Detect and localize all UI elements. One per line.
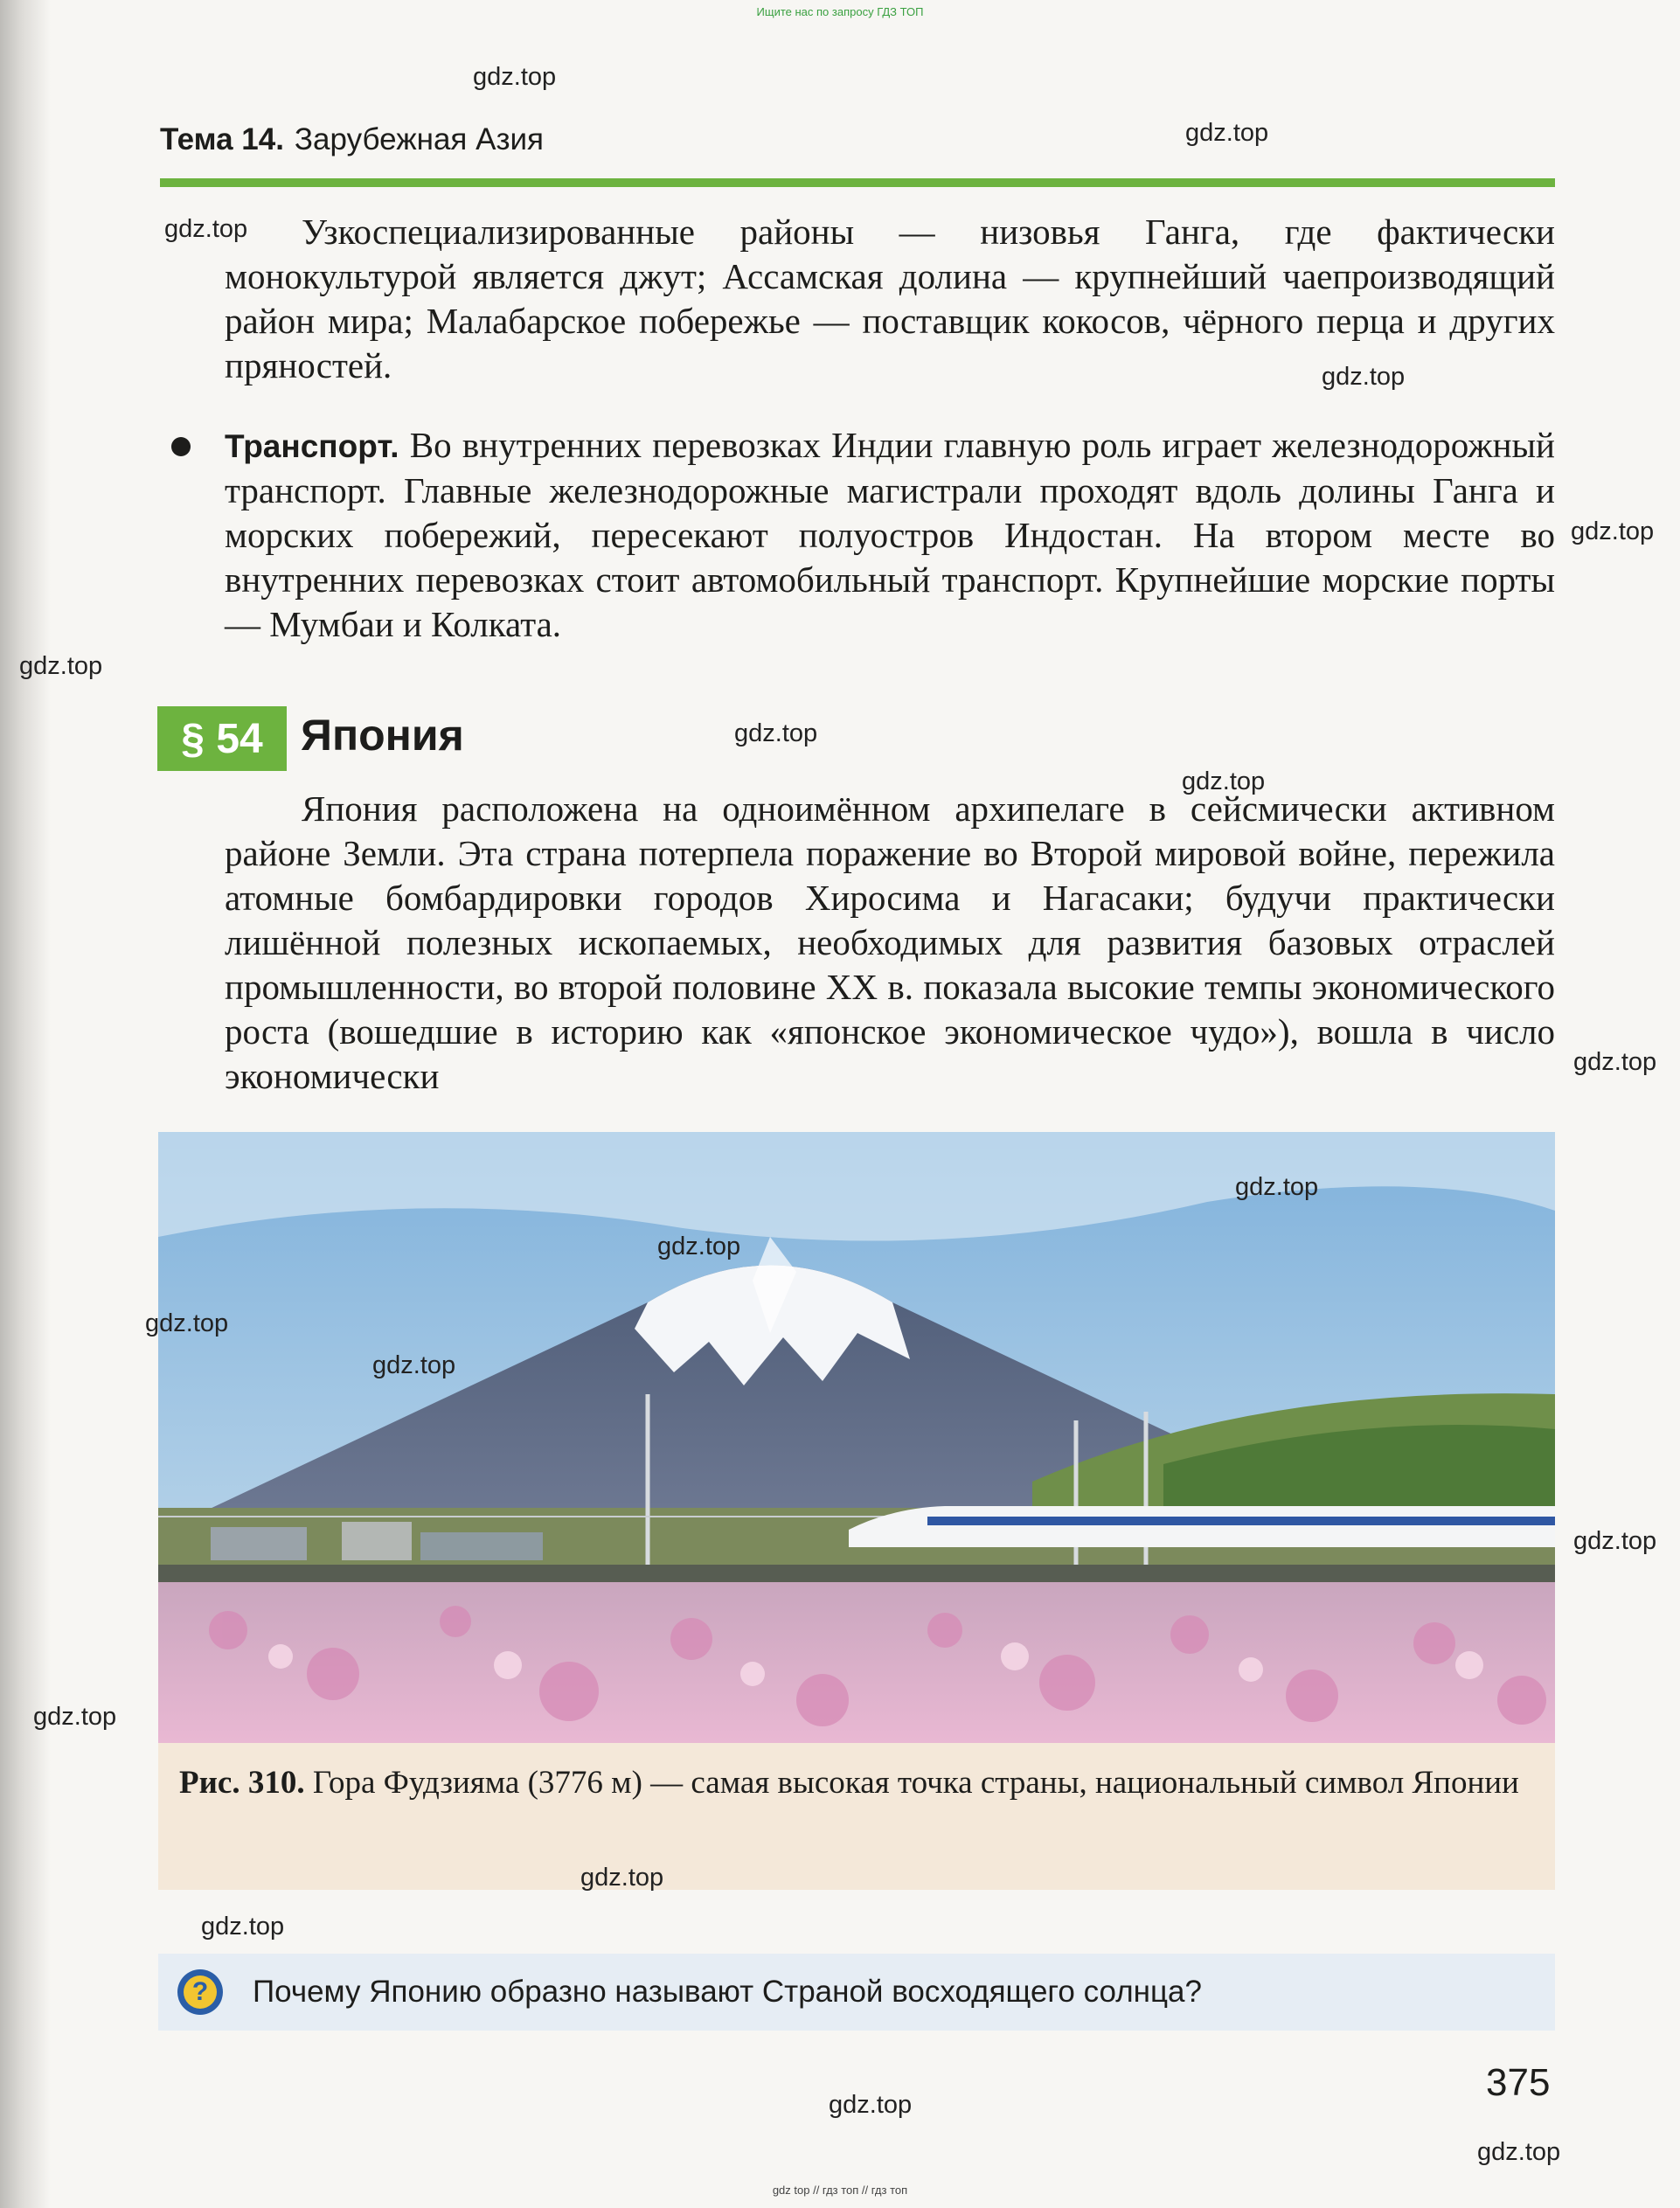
watermark: gdz.top: [19, 652, 103, 680]
page-header: [160, 122, 1555, 187]
paragraph-transport: [225, 423, 1555, 647]
question-box: [158, 1954, 1555, 2031]
watermark: gdz.top: [734, 719, 818, 747]
page-spine-shadow: [0, 0, 51, 2208]
section-title: Япония: [301, 711, 464, 760]
paragraph-specialized-regions: Узкоспециализированные районы — низовья Ганга, где фактически монокультурой является джут; Ассамская долина — крупнейший чаепроизводящий район мира; Малабарское побережье — поставщик кокосов, чёрного перца и других пряностей.: [225, 212, 1555, 385]
watermark: gdz.top: [1573, 1048, 1657, 1076]
section-number-badge: § 54: [157, 706, 287, 771]
watermark: gdz.top: [1182, 767, 1266, 795]
question-text: Почему Японию образно называют Страной восходящего солнца?: [253, 1975, 1202, 2009]
topic-name: Зарубежная Азия: [294, 122, 544, 156]
bullet-icon: [171, 437, 191, 456]
watermark: gdz.top: [1235, 1173, 1319, 1201]
top-banner: Ищите нас по запросу ГДЗ ТОП: [756, 5, 924, 18]
watermark: gdz.top: [657, 1232, 741, 1260]
figure-label: Рис. 310.: [179, 1765, 305, 1801]
watermark: gdz.top: [372, 1351, 456, 1379]
watermark: gdz.top: [829, 2091, 913, 2119]
figure-photo-mount-fuji: [158, 1132, 1555, 1743]
watermark: gdz.top: [1573, 1527, 1657, 1555]
figure-caption: [158, 1743, 1555, 1890]
question-mark-icon: ?: [177, 1969, 223, 2015]
watermark: gdz.top: [201, 1913, 285, 1941]
watermark: gdz.top: [1185, 119, 1269, 147]
watermark: gdz.top: [473, 63, 557, 91]
watermark: gdz.top: [1571, 517, 1655, 545]
page-number: 375: [1486, 2061, 1551, 2104]
watermark: gdz.top: [580, 1864, 664, 1892]
watermark: gdz.top: [164, 215, 248, 243]
transport-text: Во внутренних перевозках Индии главную роль играет железнодорожный транспорт. Главные железнодорожные магистрали проходят вдоль долины Ганга и морских побережий, пересекают полуостров Индостан. На втором месте во внутренних перевозках стоит автомобильный транспорт. Крупнейшие морские порты — Мумбаи и Колката.: [225, 425, 1556, 644]
paragraph-japan-intro: Япония расположена на одноимённом архипелаге в сейсмически активном районе Земли. Эта страна потерпела поражение во Второй мировой войне, пережила атомные бомбардировки городов Хиросима и Нагасаки; будучи практически лишённой полезных ископаемых, необходимых для развития базовых отраслей промышленности, во второй половине XX в. показала высокие темпы экономического роста (вошедшие в историю как «японское экономическое чудо»), вошла в число экономически: [225, 788, 1555, 1096]
watermark: gdz.top: [1477, 2138, 1561, 2166]
figure-caption-text: Гора Фудзияма (3776 м) — самая высокая точка страны, национальный символ Японии: [312, 1765, 1519, 1801]
transport-lead: Транспорт.: [225, 428, 399, 464]
topic-number: Тема 14.: [160, 122, 284, 156]
watermark: gdz.top: [33, 1703, 117, 1731]
mount-fuji-illustration: [158, 1132, 1555, 1743]
watermark: gdz.top: [1322, 363, 1406, 391]
watermark: gdz.top: [145, 1309, 229, 1337]
bottom-banner: gdz top // гдз топ // гдз топ: [772, 2184, 908, 2197]
